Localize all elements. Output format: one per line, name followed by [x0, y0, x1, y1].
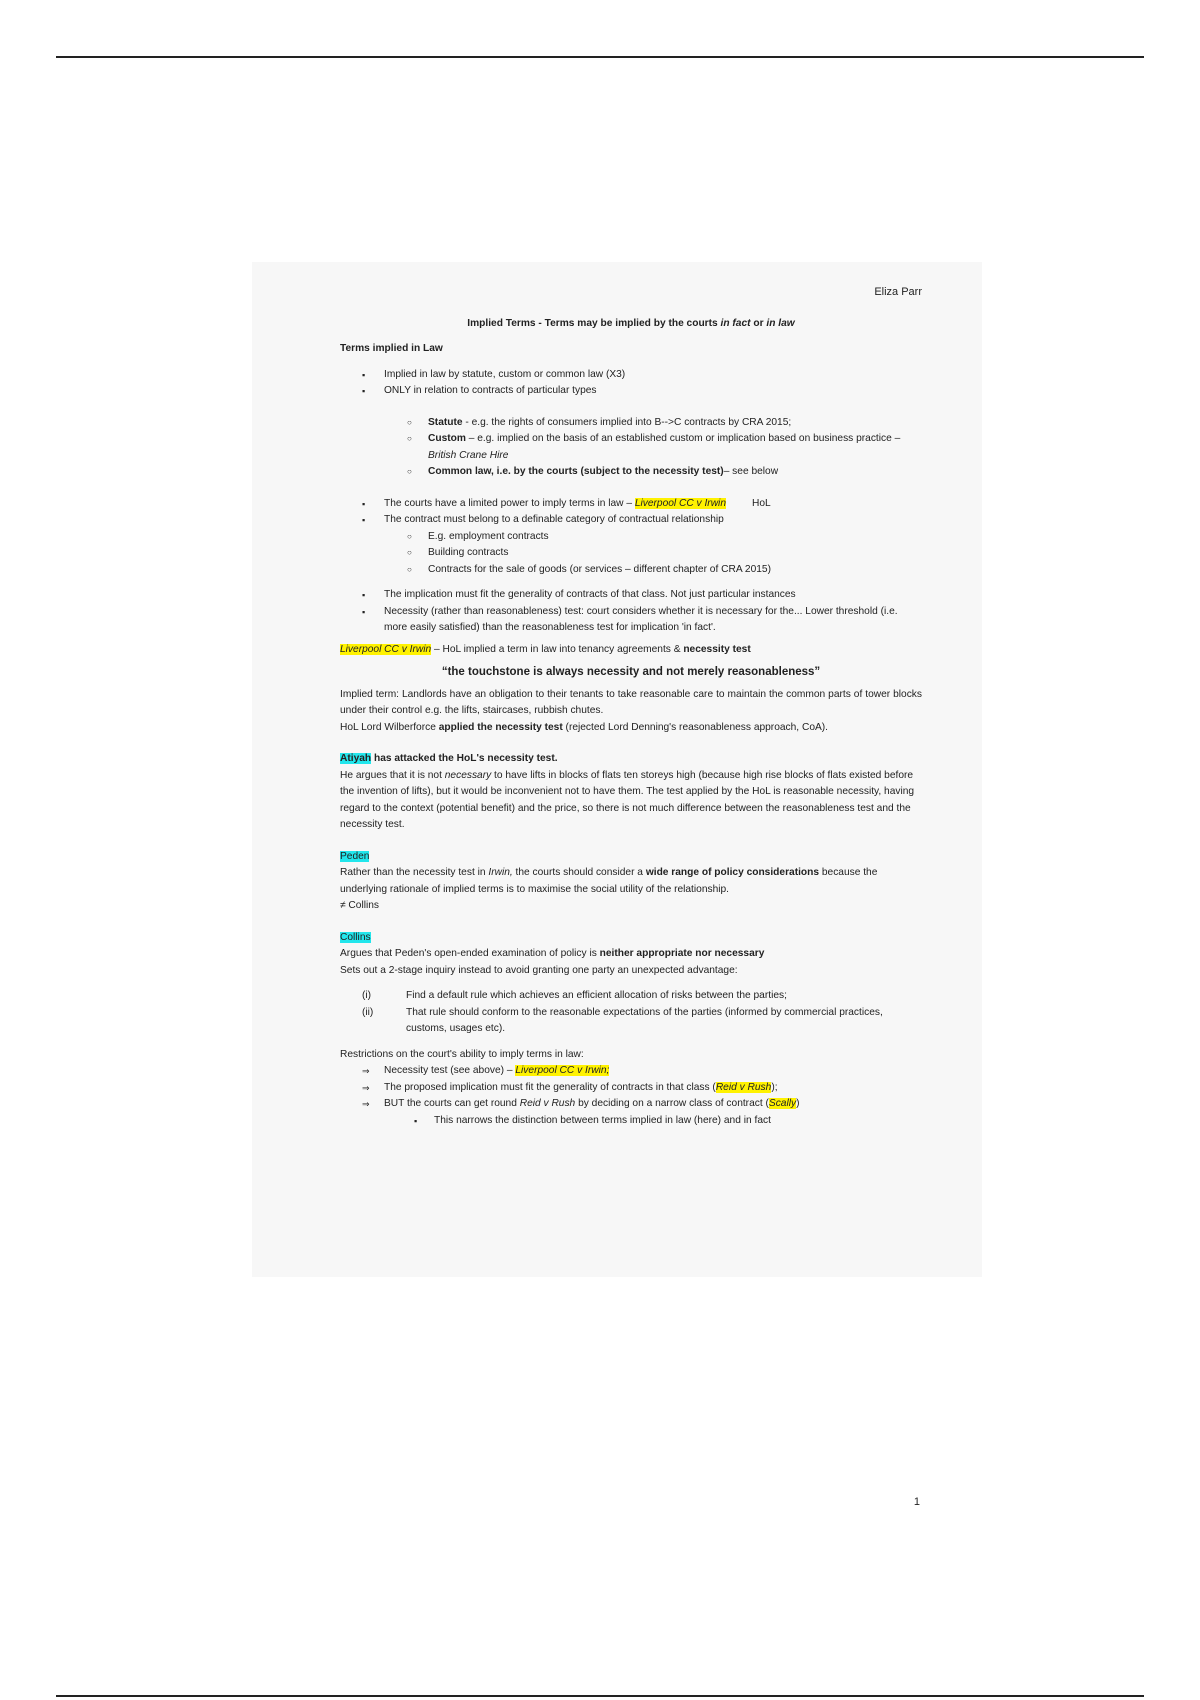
list-item: ⇒ The proposed implication must fit the generality of contracts in that class (Reid v Rush);	[340, 1080, 922, 1097]
atiyah-paragraph: He argues that it is not necessary to have lifts in blocks of flats ten storeys high (because high rise blocks of flats existed before the invention of lifts), but it would be inconvenient not to have them. The test applied by the HoL is reasonable necessity, having regard to the context (potential benefit) and the price, so there is not much difference between the reasonableness test and the necessity test.	[340, 769, 915, 830]
list-item: (i) Find a default rule which achieves an efficient allocation of risks between the parties;	[362, 990, 787, 1001]
restrictions-list	[340, 1063, 922, 1113]
list-item: ▪ This narrows the distinction between terms implied in law (here) and in fact	[340, 1113, 922, 1130]
list-item: ○ E.g. employment contracts	[340, 529, 922, 546]
document-page	[252, 262, 982, 1508]
restrictions-sub	[340, 1113, 922, 1130]
list-item: ○ Contracts for the sale of goods (or services – different chapter of CRA 2015)	[340, 562, 922, 579]
list-item-custom: ○ Custom – e.g. implied on the basis of an established custom or implication based on business practice – British Crane Hire	[340, 431, 922, 464]
collins-line: Argues that Peden's open-ended examination of policy is neither appropriate nor necessary	[340, 948, 765, 959]
page-number: 1	[913, 1496, 920, 1508]
wilberforce-line: HoL Lord Wilberforce applied the necessity test (rejected Lord Denning's reasonableness approach, CoA).	[340, 721, 828, 733]
author-name: Eliza Parr	[874, 286, 922, 298]
list-item: ▪ ONLY in relation to contracts of particular types	[340, 383, 922, 400]
page-title: Implied Terms - Terms may be implied by the courts in fact or in law	[467, 317, 795, 329]
restrictions-intro: Restrictions on the court's ability to imply terms in law:	[340, 1048, 584, 1060]
case-highlight: Reid v Rush	[715, 1081, 772, 1093]
list-item-statute: ○ Statute - e.g. the rights of consumers implied into B-->C contracts by CRA 2015;	[340, 415, 922, 432]
irwin-line: Liverpool CC v Irwin – HoL implied a term in law into tenancy agreements & necessity test	[340, 643, 751, 655]
author-highlight: Peden	[340, 850, 370, 862]
case-highlight: Scally	[768, 1098, 797, 1109]
types-list	[340, 415, 922, 481]
case-highlight: Liverpool CC v Irwin	[634, 497, 726, 509]
limits-list	[340, 496, 922, 529]
section-heading: Terms implied in Law	[340, 343, 443, 354]
quote: “the touchstone is always necessity and not merely reasonableness”	[441, 666, 821, 678]
list-item: ○ Building contracts	[340, 545, 922, 562]
list-item: (ii) That rule should conform to the reasonable expectations of the parties (informed by commercial practices, customs, usages etc).	[362, 1006, 883, 1034]
collins-stages	[340, 988, 922, 1038]
author-highlight: Collins	[340, 931, 371, 943]
peden-paragraph: Rather than the necessity test in Irwin, the courts should consider a wide range of policy considerations because the underlying rationale of implied terms is to maximise the social utility of the relationship.	[340, 867, 878, 895]
list-item: ▪ The implication must fit the generality of contracts of that class. Not just particular instances	[340, 587, 922, 604]
peden-contrast: ≠ Collins	[340, 900, 379, 911]
list-item: ▪ Implied in law by statute, custom or common law (X3)	[340, 367, 922, 384]
top-rule	[56, 56, 1144, 58]
test-list	[340, 587, 922, 637]
bottom-rule	[56, 1695, 1144, 1697]
list-item: ⇒ BUT the courts can get round Reid v Rush by deciding on a narrow class of contract (Scally)	[340, 1096, 922, 1113]
author-highlight: Atiyah	[340, 753, 372, 764]
list-item-common-law: ○ Common law, i.e. by the courts (subject to the necessity test)– see below	[340, 464, 922, 481]
category-list	[340, 529, 922, 579]
atiyah-heading: Atiyah has attacked the HoL's necessity test.	[340, 753, 558, 764]
collins-inquiry: Sets out a 2-stage inquiry instead to avoid granting one party an unexpected advantage:	[340, 964, 738, 976]
peden-heading	[340, 849, 922, 866]
page-content	[340, 284, 922, 1129]
implied-term-paragraph: Implied term: Landlords have an obligation to their tenants to take reasonable care to maintain the common parts of tower blocks under their control e.g. the lifts, staircases, rubbish chutes.	[340, 688, 922, 716]
list-item: ▪ Necessity (rather than reasonableness) test: court considers whether it is necessary for the... Lower threshold (i.e. more easily satisfied) than the reasonableness test for implication 'in fact'.	[340, 604, 922, 637]
list-item: ▪ The courts have a limited power to imply terms in law – Liverpool CC v Irwin HoL	[340, 496, 922, 513]
case-highlight: Liverpool CC v Irwin	[340, 643, 432, 655]
intro-list	[340, 367, 922, 400]
list-item: ⇒ Necessity test (see above) – Liverpool CC v Irwin;	[340, 1063, 922, 1080]
collins-heading	[340, 930, 922, 947]
list-item: ▪ The contract must belong to a definable category of contractual relationship	[340, 512, 922, 529]
case-highlight: Liverpool CC v Irwin;	[515, 1065, 610, 1076]
